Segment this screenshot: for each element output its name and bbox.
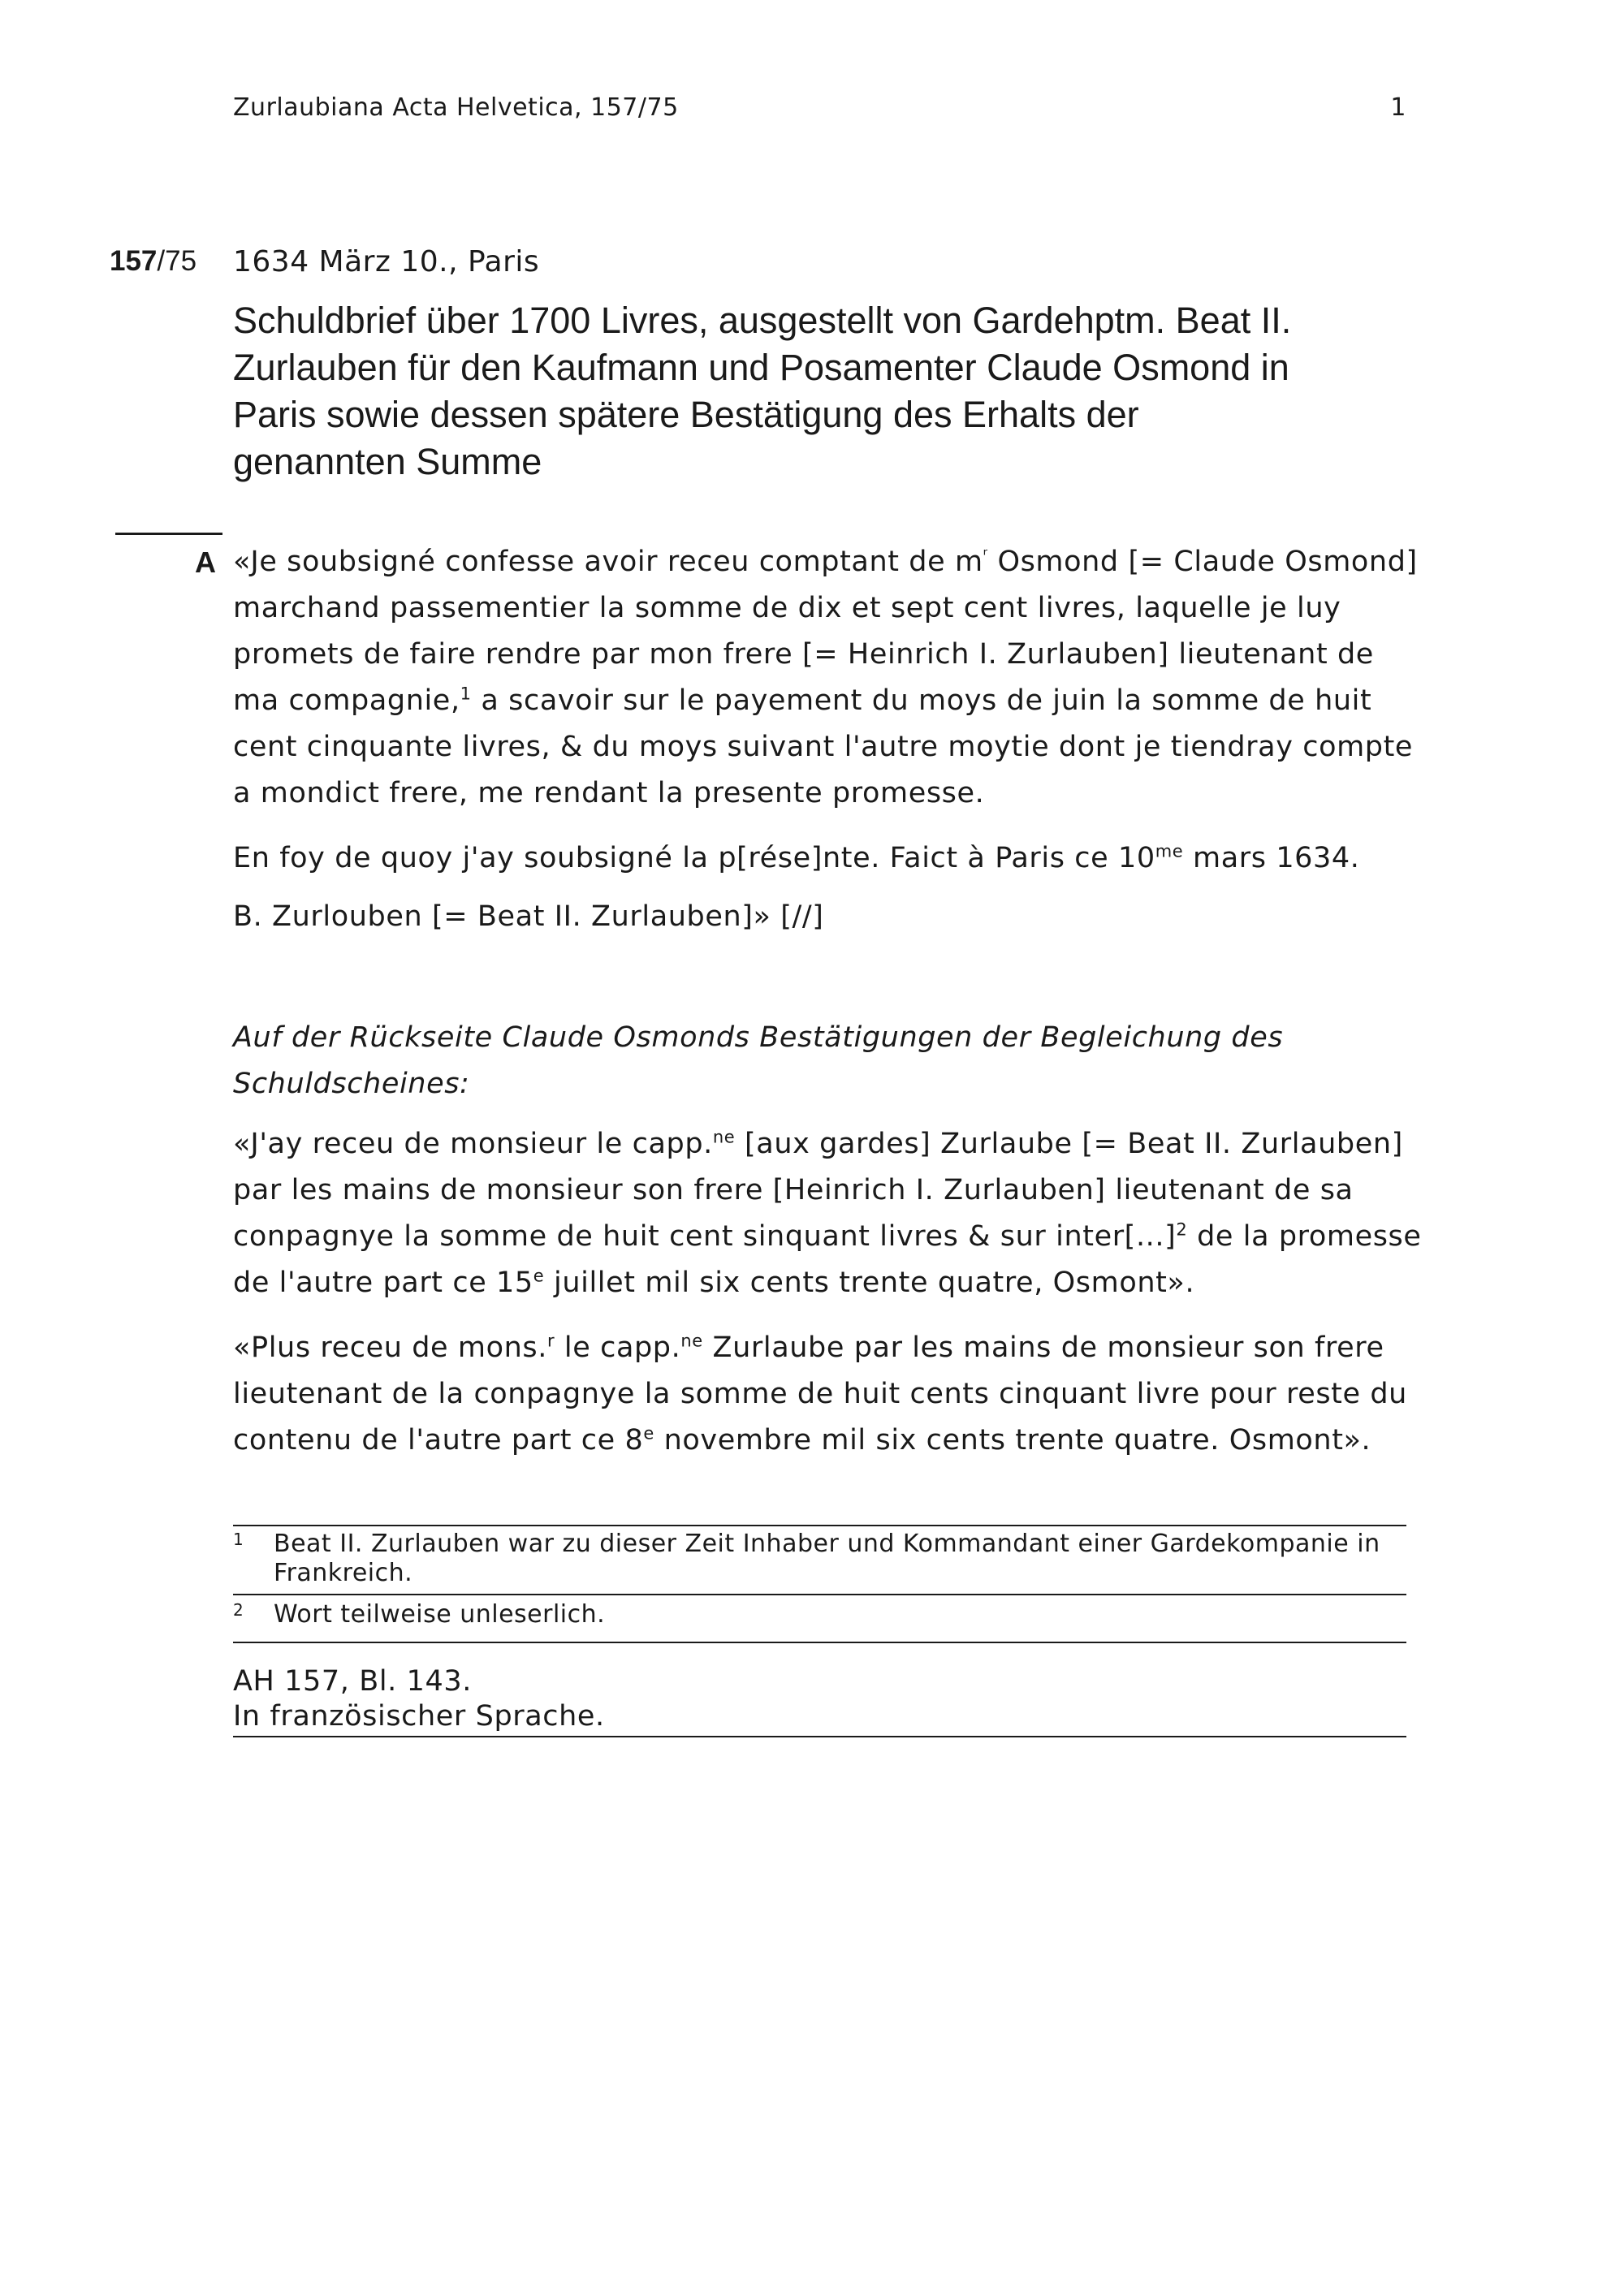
section-a-closing: En foy de quoy j'ay soubsigné la p[rése]nte. Faict à Paris ce $10^{me}$ mars 1634. xyxy=(233,841,1360,874)
text-line: contenu de l'autre part ce 8e novembre mil six cents trente quatre. Osmont». xyxy=(233,1423,1371,1457)
footnote-text: Wort teilweise unleserlich. xyxy=(274,1600,606,1629)
reverse-receipt-1 xyxy=(233,1121,1422,1306)
text-line: cent cinquante livres, & du moys suivant l'autre moytie dont je tiendray compte xyxy=(233,731,1414,763)
reverse-receipt-2 xyxy=(233,1325,1406,1464)
text-line: conpagnye la somme de huit cent sinquant livres & sur inter[...]$^2$ de la promesse xyxy=(233,1219,1422,1253)
text-line: promets de faire rendre par mon frere [= Heinrich I. Zurlauben] lieutenant de xyxy=(233,638,1374,671)
footnote-rule xyxy=(233,1594,1406,1595)
text-line: lieutenant de la conpagnye la somme de huit cents cinquant livre pour reste du xyxy=(233,1378,1407,1410)
text-line: a mondict frere, me rendant la presente promesse. xyxy=(233,777,985,809)
title-line: Paris sowie dessen spätere Bestätigung des Erhalts der xyxy=(233,394,1139,435)
footnote-number: 2 xyxy=(233,1600,244,1620)
footnote-text: Beat II. Zurlauben war zu dieser Zeit Inhaber und Kommandant einer Gardekompanie in Frankreich. xyxy=(274,1530,1380,1587)
footnote-number: 1 xyxy=(233,1530,244,1549)
document-date-place: 1634 März 10., Paris xyxy=(233,245,540,278)
title-line: Schuldbrief über 1700 Livres, ausgestellt von Gardehptm. Beat II. xyxy=(233,300,1292,341)
footnote-2 xyxy=(233,1600,1406,1633)
document-number-item: /75 xyxy=(157,245,197,277)
footnote-1 xyxy=(233,1530,1406,1588)
source-reference: AH 157, Bl. 143. xyxy=(233,1665,472,1698)
section-a-text xyxy=(233,539,1418,817)
source-note xyxy=(233,1664,1406,1734)
document-title xyxy=(233,297,1406,486)
text-line: de l'autre part ce 15e juillet mil six cents trente quatre, Osmont». xyxy=(233,1266,1195,1299)
footnote-rule xyxy=(233,1642,1406,1643)
running-title: Zurlaubiana Acta Helvetica, 157/75 xyxy=(233,93,679,122)
text-line: par les mains de monsieur son frere [Heinrich I. Zurlauben] lieutenant de sa xyxy=(233,1174,1354,1206)
footnote-ref[interactable]: 2 xyxy=(1176,1219,1188,1240)
reverse-heading xyxy=(233,1015,1406,1107)
text-line: Auf der Rückseite Claude Osmonds Bestätigungen der Begleichung des xyxy=(233,1021,1284,1054)
text-line: ma compagnie,$^1$ a scavoir sur le payement du moys de juin la somme de huit xyxy=(233,684,1372,717)
text-line: «Je soubsigné confesse avoir receu comptant de $m^ʳ$ Osmond [= Claude Osmond] xyxy=(233,545,1418,578)
footnote-ref[interactable]: 1 xyxy=(460,684,472,704)
page-number: 1 xyxy=(1390,93,1406,122)
signature-line: B. Zurlouben [= Beat II. Zurlauben]» [//] xyxy=(233,900,824,933)
text-line: «Plus receu de mons.$^r$ le capp.$^{ne}$ Zurlaube par les mains de monsieur son frere xyxy=(233,1331,1384,1364)
document-number-volume: 157 xyxy=(110,245,158,277)
text-line: marchand passementier la somme de dix et sept cent livres, laquelle je luy xyxy=(233,592,1341,624)
section-divider xyxy=(115,533,222,535)
source-rule xyxy=(233,1736,1406,1737)
title-line: genannten Summe xyxy=(233,441,542,482)
running-header xyxy=(233,93,1406,122)
text-line: Schuldscheines: xyxy=(233,1068,470,1100)
source-language: In französischer Sprache. xyxy=(233,1700,605,1733)
text-line: «J'ay receu de monsieur le capp.$^{ne}$ [aux gardes] Zurlaube [= Beat II. Zurlauben] xyxy=(233,1127,1403,1160)
title-line: Zurlauben für den Kaufmann und Posamenter Claude Osmond in xyxy=(233,347,1289,388)
document-number xyxy=(110,245,197,278)
footnote-rule xyxy=(233,1525,1406,1526)
section-label: A xyxy=(195,546,216,579)
